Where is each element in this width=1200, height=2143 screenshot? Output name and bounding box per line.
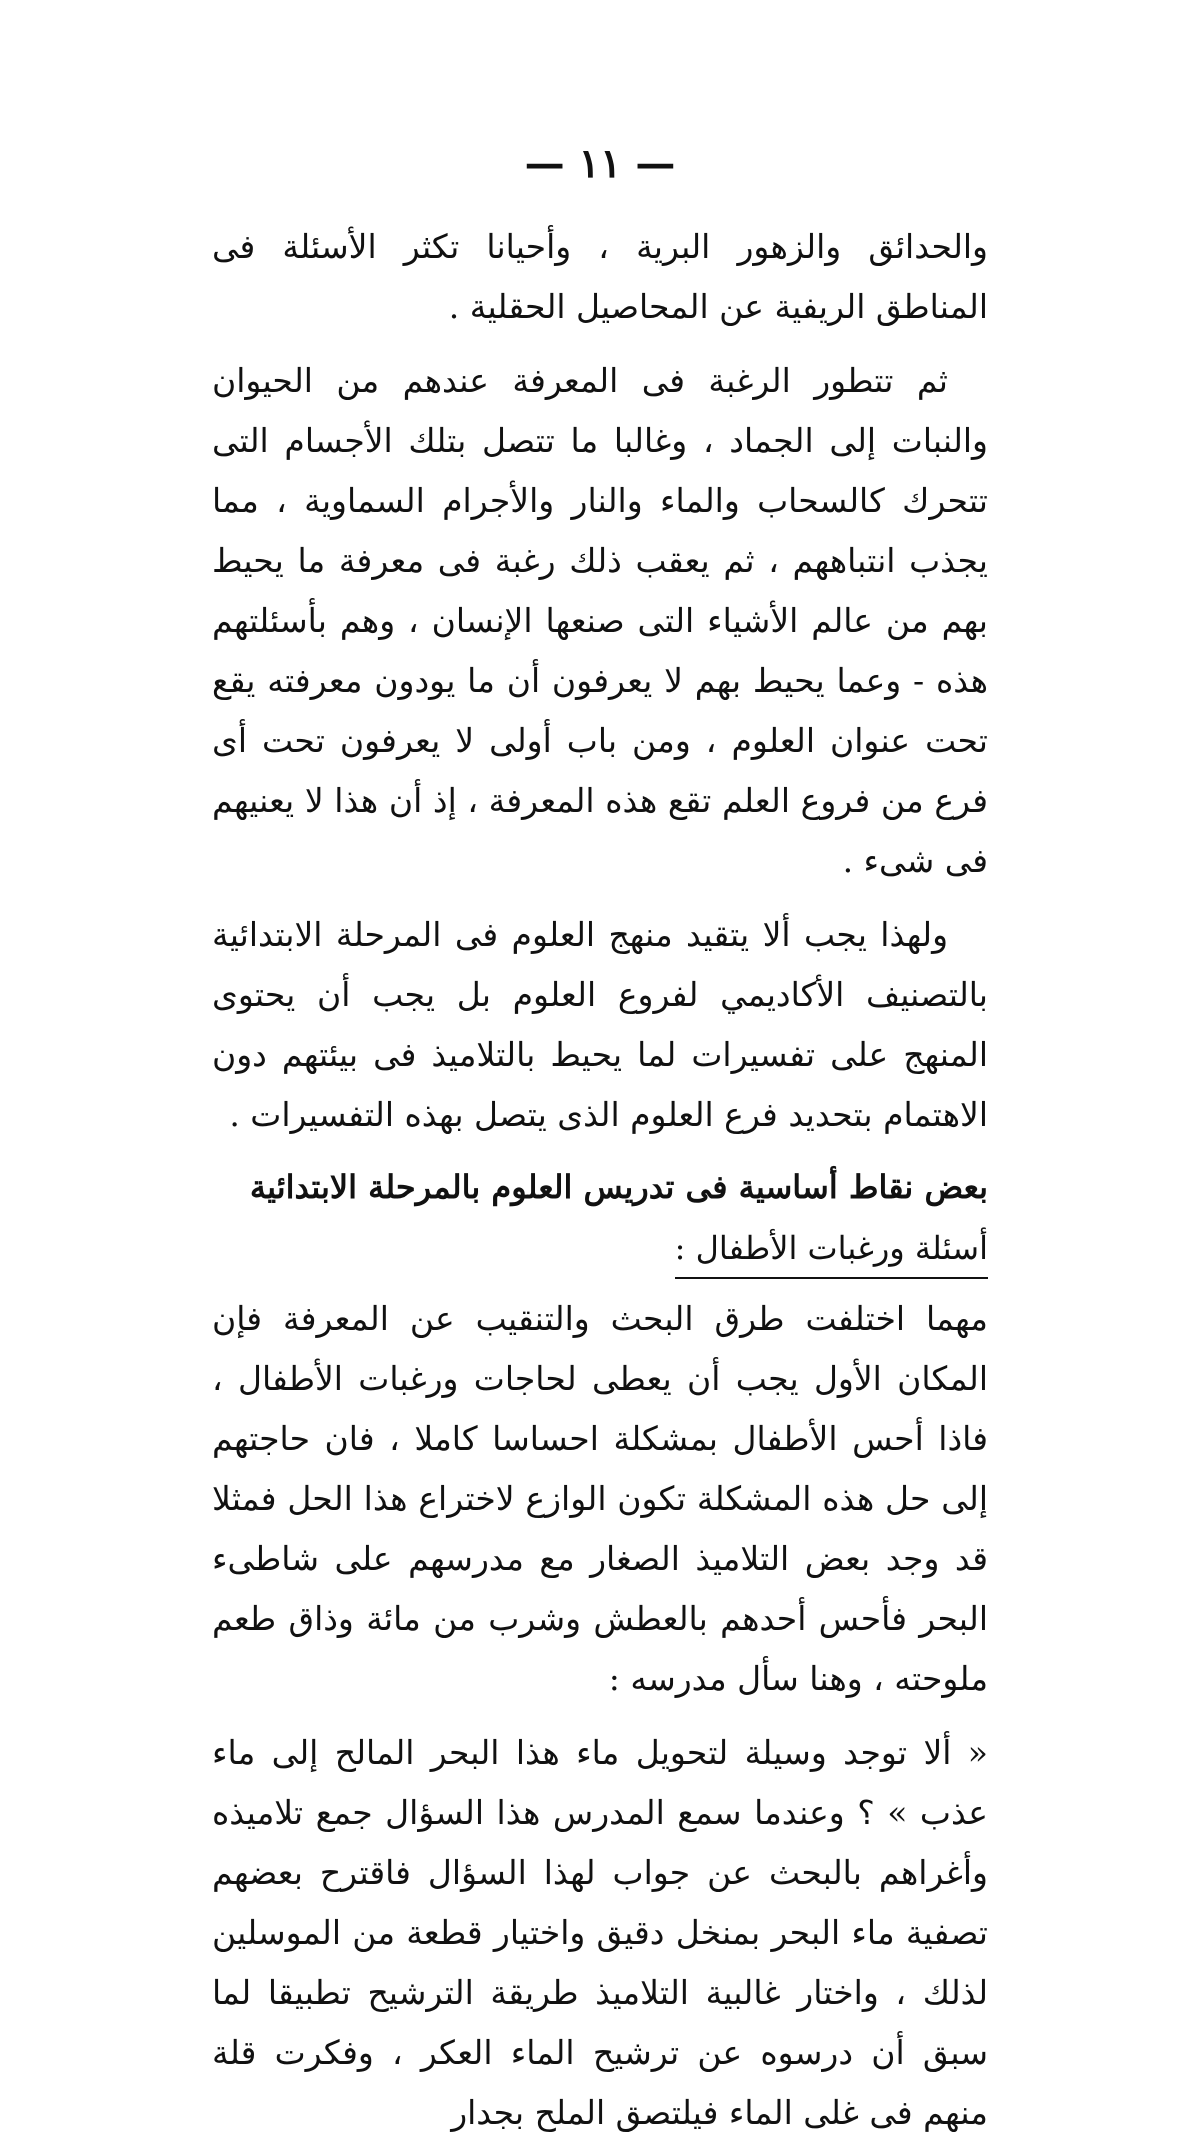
page-number: — ١١ — — [524, 140, 676, 187]
paragraph-4: مهما اختلفت طرق البحث والتنقيب عن المعرفة فإن المكان الأول يجب أن يعطى لحاجات ورغبات الأطفال ، فاذا أحس الأطفال بمشكلة احساسا كاملا ، فان حاجتهم إلى حل هذه المشكلة تكون الوازع لاختراع هذا الحل فمثلا قد وجد بعض التلاميذ الصغار مع مدرسهم على شاطىء البحر فأحس أحدهم بالعطش وشرب من مائة وذاق طعم ملوحته ، وهنا سأل مدرسه : — [212, 1299, 988, 1698]
section-subheading: أسئلة ورغبات الأطفال : — [675, 1221, 988, 1279]
paragraph-1: والحدائق والزهور البرية ، وأحيانا تكثر الأسئلة فى المناطق الريفية عن المحاصيل الحقلية . — [212, 227, 988, 326]
subheading-container — [212, 1221, 988, 1279]
paragraph-3: ولهذا يجب ألا يتقيد منهج العلوم فى المرحلة الابتدائية بالتصنيف الأكاديمي لفروع العلوم بل يجب أن يحتوى المنهج على تفسيرات لما يحيط بالتلاميذ فى بيئتهم دون الاهتمام بتحديد فرع العلوم الذى يتصل بهذه التفسيرات . — [212, 915, 988, 1134]
section-heading: بعض نقاط أساسية فى تدريس العلوم بالمرحلة الابتدائية — [249, 1168, 988, 1206]
paragraph-2: ثم تتطور الرغبة فى المعرفة عندهم من الحيوان والنبات إلى الجماد ، وغالبا ما تتصل بتلك الأجسام التى تتحرك كالسحاب والماء والنار والأجرام السماوية ، مما يجذب انتباههم ، ثم يعقب ذلك رغبة فى معرفة ما يحيط بهم من عالم الأشياء التى صنعها الإنسان ، وهم بأسئلتهم هذه - وعما يحيط بهم لا يعرفون أن ما يودون معرفته يقع تحت عنوان العلوم ، ومن باب أولى لا يعرفون تحت أى فرع من فروع العلم تقع هذه المعرفة ، إذ أن هذا لا يعنيهم فى شىء . — [212, 361, 988, 880]
paragraph-5: « ألا توجد وسيلة لتحويل ماء هذا البحر المالح إلى ماء عذب » ؟ وعندما سمع المدرس هذا السؤال جمع تلاميذه وأغراهم بالبحث عن جواب لهذا السؤال فاقترح بعضهم تصفية ماء البحر بمنخل دقيق واختيار قطعة من الموسلين لذلك ، واختار غالبية التلاميذ طريقة الترشيح تطبيقا لما سبق أن درسوه عن ترشيح الماء العكر ، وفكرت قلة منهم فى غلى الماء فيلتصق الملح بجدار — [212, 1733, 988, 2132]
